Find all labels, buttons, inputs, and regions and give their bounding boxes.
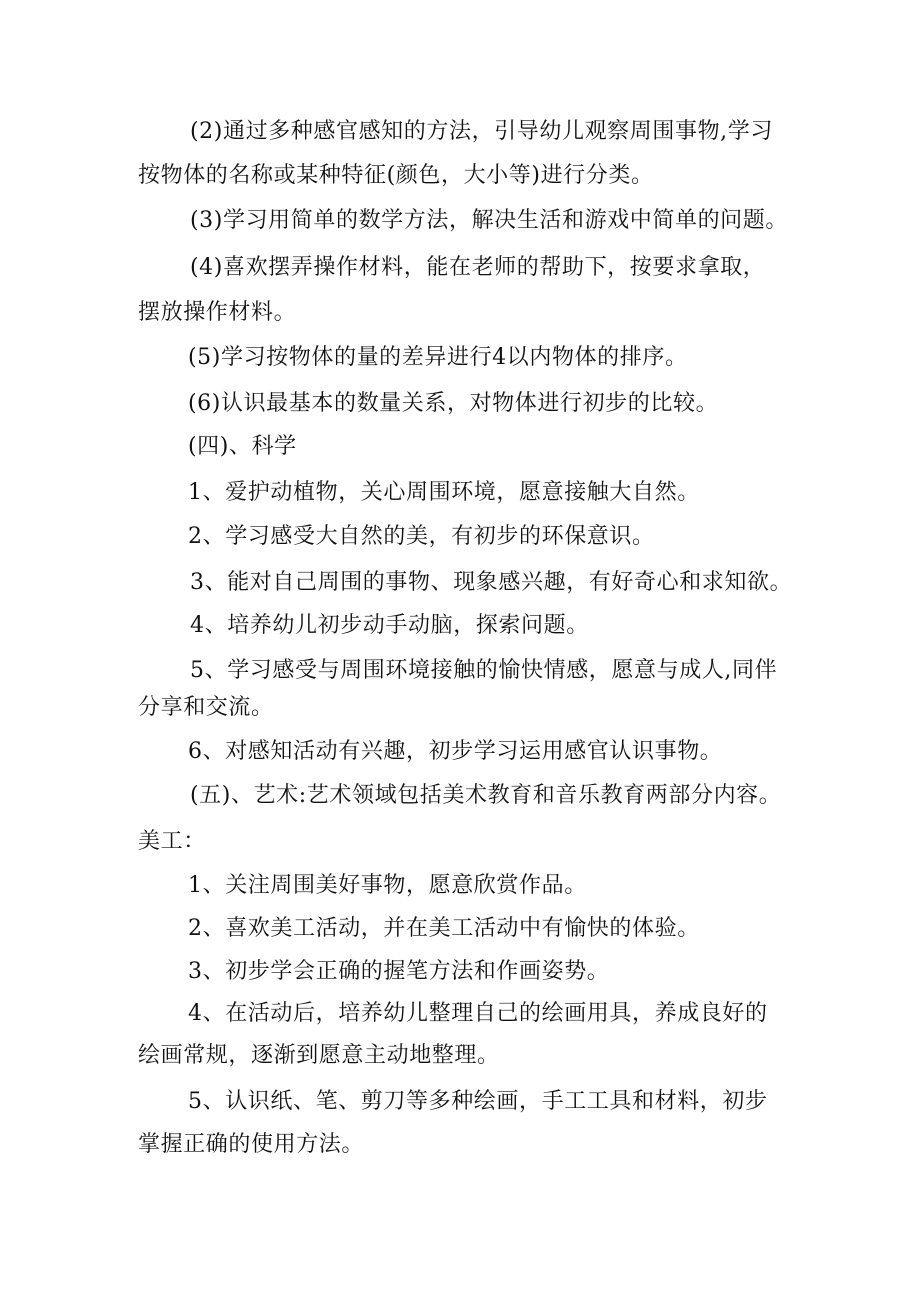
text-line: 掌握正确的使用方法。 xyxy=(138,1132,365,1157)
text-line: 4、在活动后，培养幼儿整理自己的绘画用具，养成良好的 xyxy=(188,1001,768,1026)
section-heading-science: (四)、科学 xyxy=(188,434,297,459)
text-line: 1、爱护动植物，关心周围环境，愿意接触大自然。 xyxy=(188,480,700,505)
text-line: 3、能对自己周围的事物、现象感兴趣，有好奇心和求知欲。 xyxy=(190,570,793,595)
text-line: 4、培养幼儿初步动手动脑，探索问题。 xyxy=(190,613,589,638)
text-line: 6、对感知活动有兴趣，初步学习运用感官认识事物。 xyxy=(188,739,723,764)
text-line: 2、喜欢美工活动，并在美工活动中有愉快的体验。 xyxy=(188,916,700,941)
text-line: (5)学习按物体的量的差异进行4以内物体的排序。 xyxy=(188,345,688,370)
text-line: 摆放操作材料。 xyxy=(138,300,297,325)
section-heading-art: (五)、艺术:艺术领域包括美术教育和音乐教育两部分内容。 xyxy=(190,783,782,808)
text-line: 1、关注周围美好事物，愿意欣赏作品。 xyxy=(188,873,587,898)
text-line: 2、学习感受大自然的美，有初步的环保意识。 xyxy=(188,524,655,549)
text-line: 3、初步学会正确的握笔方法和作画姿势。 xyxy=(188,959,610,984)
text-line: (2)通过多种感官感知的方法，引导幼儿观察周围事物,学习 xyxy=(190,119,773,144)
text-line: (6)认识最基本的数量关系，对物体进行初步的比较。 xyxy=(188,391,719,416)
text-line: 绘画常规，逐渐到愿意主动地整理。 xyxy=(138,1043,500,1068)
text-line: (4)喜欢摆弄操作材料，能在老师的帮助下，按要求拿取， xyxy=(190,255,766,280)
text-line: 按物体的名称或某种特征(颜色，大小等)进行分类。 xyxy=(138,163,654,188)
subheading-crafts: 美工： xyxy=(138,829,206,854)
text-line: 分享和交流。 xyxy=(138,695,274,720)
text-line: 5、学习感受与周围环境接触的愉快情感，愿意与成人,同伴 xyxy=(190,658,778,683)
text-line: (3)学习用简单的数学方法，解决生活和游戏中简单的问题。 xyxy=(190,208,788,233)
text-line: 5、认识纸、笔、剪刀等多种绘画，手工工具和材料，初步 xyxy=(188,1089,768,1114)
